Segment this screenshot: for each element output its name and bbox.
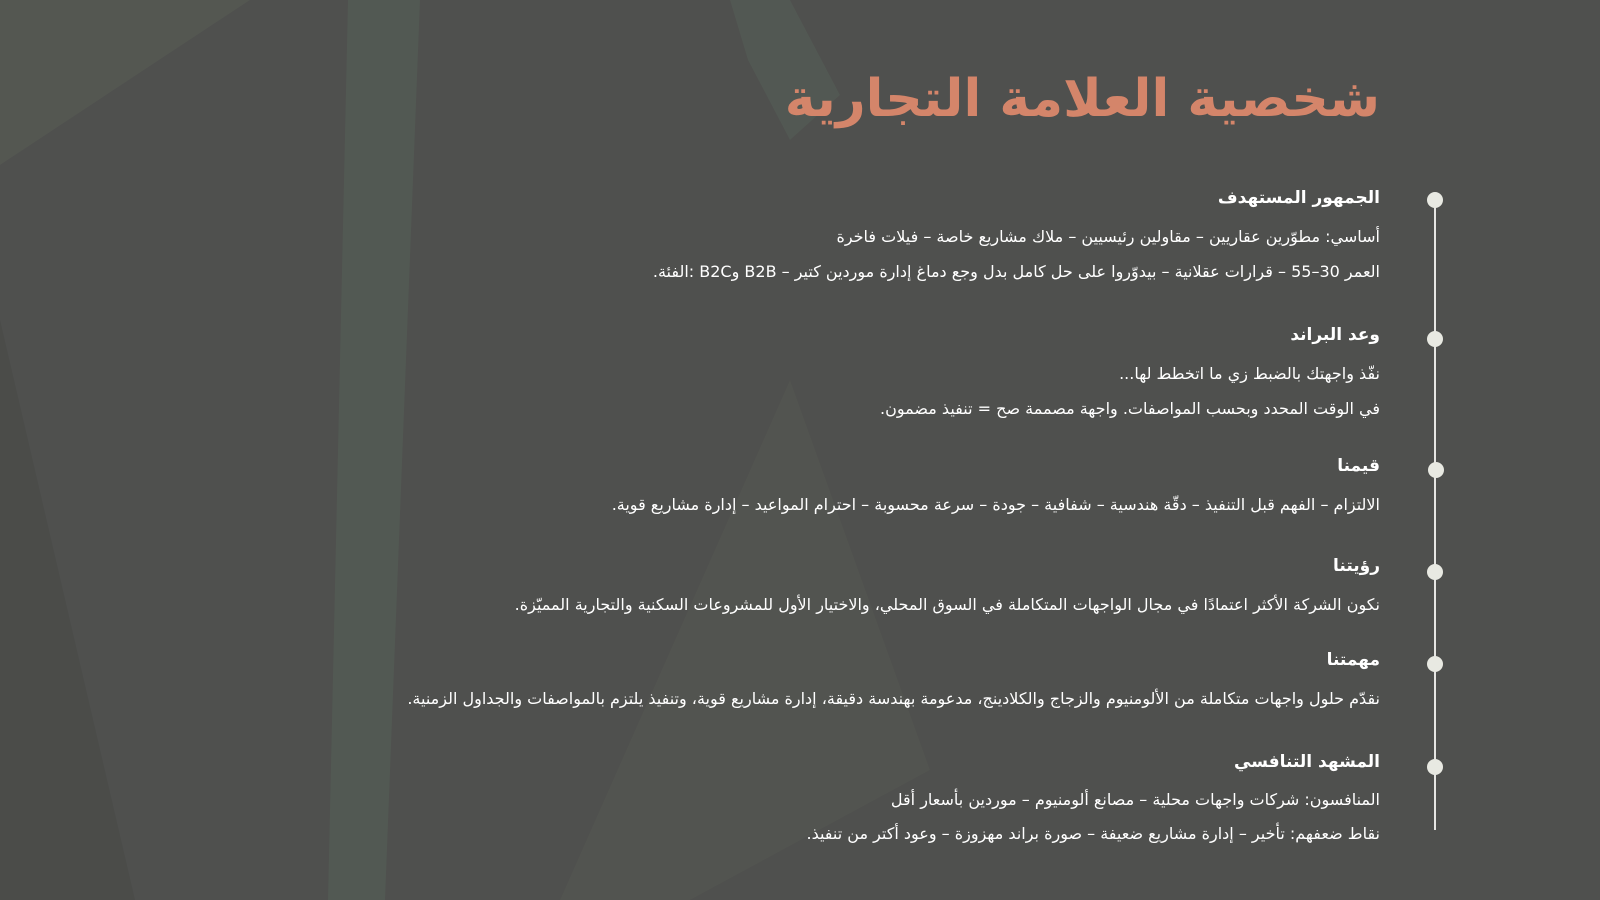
timeline-dot — [1427, 192, 1443, 208]
timeline-dot — [1427, 331, 1443, 347]
section-vision — [280, 553, 1380, 622]
section-text: العمر 30–55 – قرارات عقلانية – بيدوّروا على حل كامل بدل وجع دماغ إدارة موردين كتير – B2B وB2C :الفئة. — [652, 262, 1380, 281]
section-values — [280, 453, 1380, 522]
section-text: نكون الشركة الأكثر اعتمادًا في مجال الواجهات المتكاملة في السوق المحلي، والاختيار الأول للمشروعات السكنية والتجارية المميّزة. — [514, 595, 1380, 614]
section-text: في الوقت المحدد وبحسب المواصفات. واجهة مصممة صح = تنفيذ مضمون. — [880, 399, 1380, 418]
section-text: المنافسون: شركات واجهات محلية – مصانع ألومنيوم – موردين بأسعار أقل — [890, 790, 1380, 809]
section-heading: الجمهور المستهدف — [1217, 188, 1380, 208]
section-text: نفّذ واجهتك بالضبط زي ما اتخطط لها... — [1119, 364, 1380, 383]
section-text: أساسي: مطوّرين عقاريين – مقاولين رئيسيين – ملاك مشاريع خاصة – فيلات فاخرة — [836, 227, 1380, 246]
section-competitive-landscape — [280, 749, 1380, 851]
timeline-dot — [1427, 759, 1443, 775]
section-heading: المشهد التنافسي — [1234, 752, 1380, 772]
section-brand-promise — [280, 322, 1380, 426]
section-text: نقدّم حلول واجهات متكاملة من الألومنيوم والزجاج والكلادينج، مدعومة بهندسة دقيقة، إدارة مشاريع قوية، وتنفيذ يلتزم بالمواصفات والجداول الزمنية. — [407, 689, 1380, 708]
section-heading: قيمنا — [1337, 456, 1380, 476]
timeline-dot — [1428, 462, 1444, 478]
section-heading: وعد البراند — [1290, 325, 1380, 345]
timeline-dot — [1427, 564, 1443, 580]
page-title: شخصية العلامة التجارية — [784, 69, 1380, 129]
section-mission — [280, 647, 1380, 716]
section-heading: رؤيتنا — [1333, 556, 1380, 576]
timeline-line — [1434, 200, 1436, 830]
section-text: نقاط ضعفهم: تأخير – إدارة مشاريع ضعيفة – صورة براند مهزوزة – وعود أكتر من تنفيذ. — [806, 824, 1380, 843]
section-text: الالتزام – الفهم قبل التنفيذ – دقّة هندسية – شفافية – جودة – سرعة محسوبة – احترام المواعيد – إدارة مشاريع قوية. — [611, 495, 1380, 514]
section-target-audience — [280, 185, 1380, 289]
section-heading: مهمتنا — [1326, 650, 1380, 670]
timeline-dot — [1427, 656, 1443, 672]
